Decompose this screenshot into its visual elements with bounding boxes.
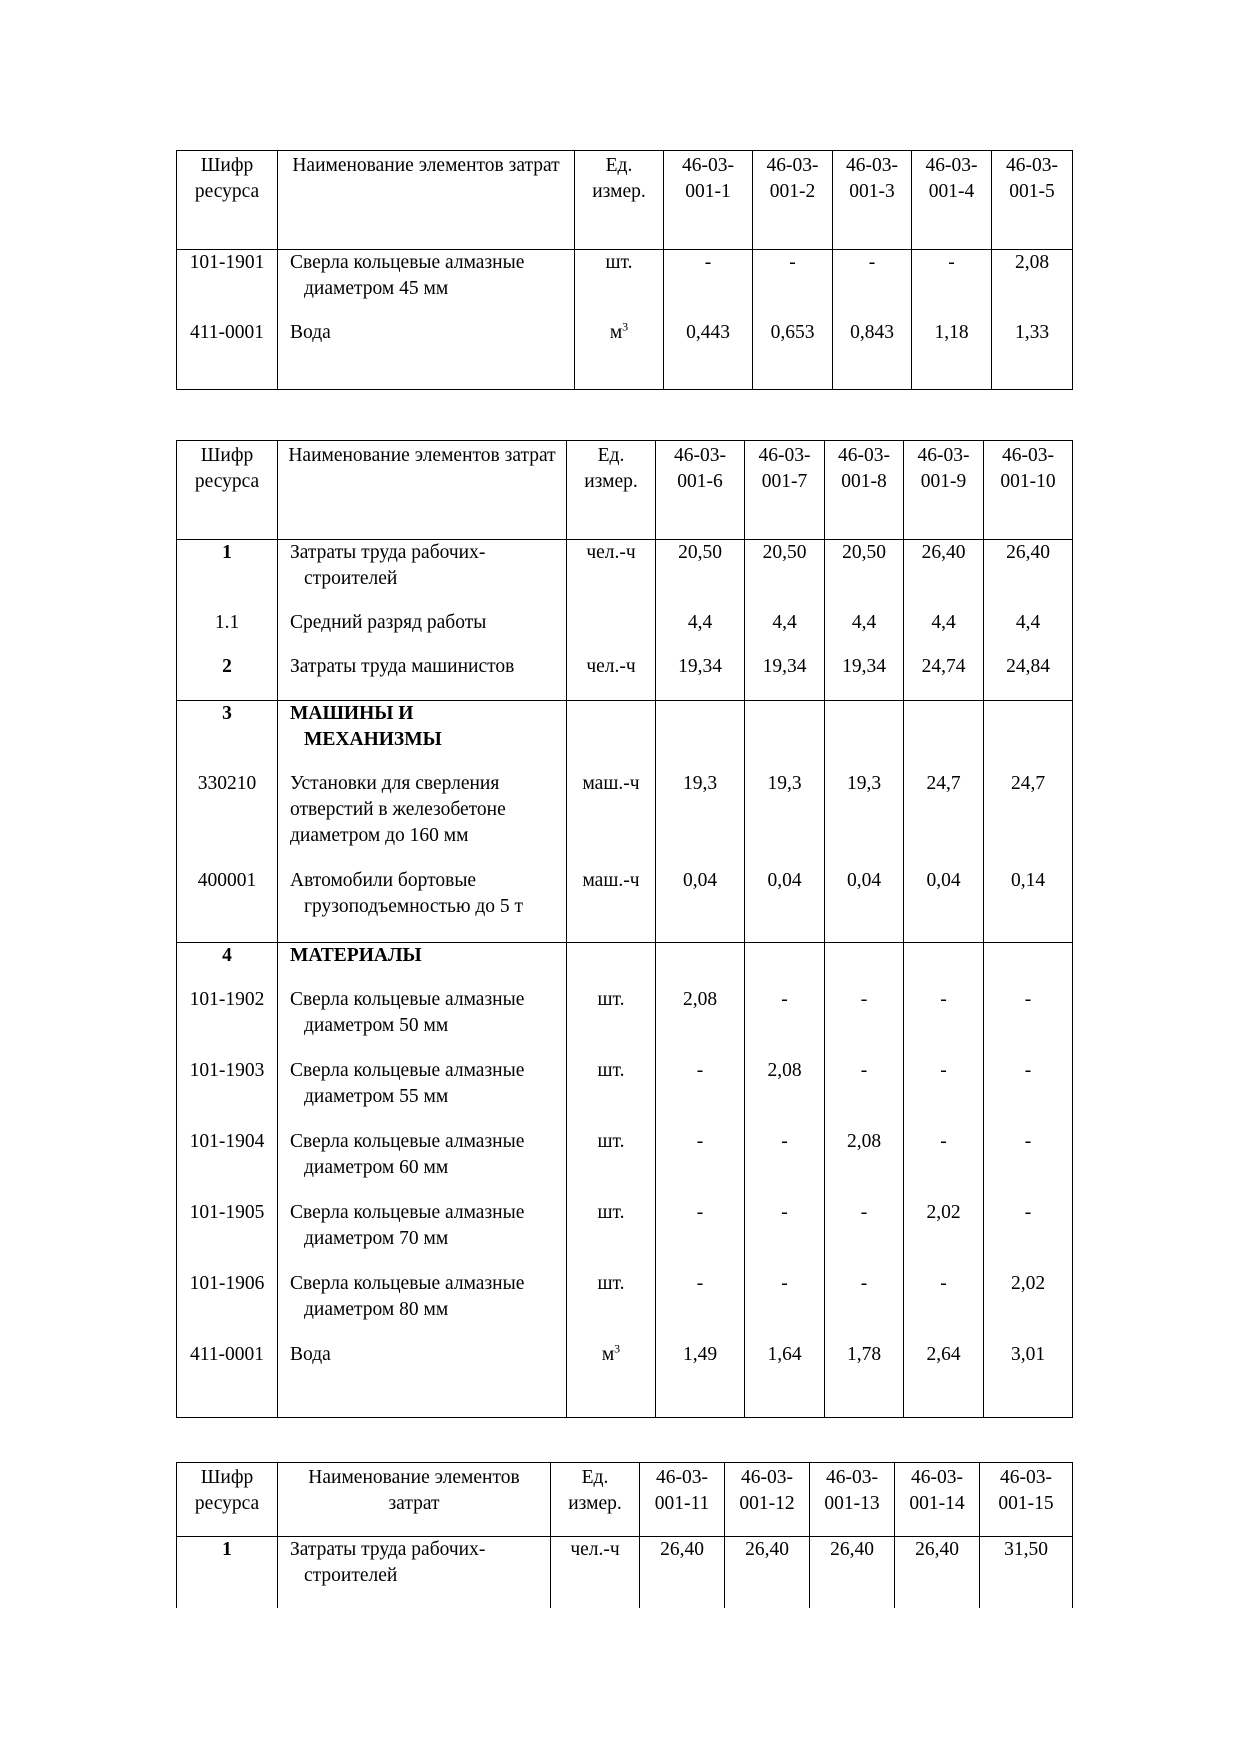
- resource-name-line: диаметром 45 мм: [304, 278, 449, 299]
- resource-name-line: Установки для сверления: [290, 772, 500, 794]
- value-cell: 20,50: [745, 540, 825, 610]
- resource-unit: [567, 1342, 656, 1418]
- resource-code: 411-0001: [177, 1342, 278, 1418]
- value-cell: 2,02: [904, 1200, 984, 1271]
- resource-name-line: Затраты труда рабочих-: [290, 1539, 486, 1560]
- resource-name-line: строителей: [304, 1565, 398, 1586]
- resource-name-line: Автомобили бортовые: [290, 869, 477, 891]
- value-cell: -: [904, 987, 984, 1058]
- value-cell: [745, 943, 825, 987]
- table-row: [177, 320, 1073, 390]
- value-cell: [984, 701, 1073, 771]
- value-cell: -: [745, 1200, 825, 1271]
- resource-table-2: [176, 440, 1073, 1418]
- value-cell: -: [984, 1129, 1073, 1200]
- table-row: [177, 701, 1073, 771]
- value-cell: 24,7: [904, 771, 984, 868]
- value-cell: 19,34: [825, 654, 904, 701]
- resource-name-line: Сверла кольцевые алмазные: [290, 1201, 525, 1223]
- unit-text: м: [601, 1343, 615, 1365]
- value-cell: 31,50: [980, 1537, 1073, 1608]
- value-cell: 4,4: [825, 610, 904, 654]
- value-cell: 26,40: [810, 1537, 895, 1608]
- resource-name-line: Вода: [290, 321, 331, 343]
- value-cell: 0,443: [664, 320, 753, 390]
- resource-code: 1: [177, 1537, 278, 1608]
- header-col: 46-03-001-14: [895, 1463, 980, 1537]
- value-cell: [656, 943, 745, 987]
- value-cell: -: [656, 1271, 745, 1342]
- value-cell: 26,40: [640, 1537, 725, 1608]
- resource-code: 330210: [177, 771, 278, 868]
- unit-superscript: 3: [622, 319, 629, 333]
- table-row: [177, 1129, 1073, 1200]
- value-cell: -: [753, 250, 833, 320]
- value-cell: 0,04: [745, 868, 825, 943]
- resource-name-line: МАТЕРИАЛЫ: [290, 945, 422, 966]
- resource-name-line: диаметром до 160 мм: [290, 824, 469, 846]
- resource-name: [278, 1537, 551, 1608]
- resource-unit: чел.-ч: [567, 654, 656, 701]
- value-cell: -: [745, 987, 825, 1058]
- resource-code: 400001: [177, 868, 278, 943]
- value-cell: 26,40: [984, 540, 1073, 610]
- value-cell: -: [745, 1129, 825, 1200]
- resource-name-line: МАШИНЫ И: [290, 703, 414, 724]
- header-col: 46-03-001-15: [980, 1463, 1073, 1537]
- value-cell: 2,08: [992, 250, 1073, 320]
- header-unit: Ед. измер.: [567, 441, 656, 540]
- value-cell: -: [656, 1058, 745, 1129]
- value-cell: 2,64: [904, 1342, 984, 1418]
- value-cell: 2,08: [745, 1058, 825, 1129]
- value-cell: -: [904, 1271, 984, 1342]
- table-row: [177, 1342, 1073, 1418]
- header-col: 46-03-001-12: [725, 1463, 810, 1537]
- resource-name: [278, 1271, 567, 1342]
- value-cell: 0,04: [825, 868, 904, 943]
- resource-name: [278, 250, 575, 320]
- resource-name-line: диаметром 50 мм: [304, 1014, 449, 1036]
- value-cell: 19,3: [656, 771, 745, 868]
- value-cell: 19,34: [656, 654, 745, 701]
- resource-unit: [567, 943, 656, 987]
- resource-code: 4: [177, 943, 278, 987]
- resource-unit: чел.-ч: [551, 1537, 640, 1608]
- section-heading: [278, 701, 567, 771]
- resource-code: 101-1901: [177, 250, 278, 320]
- resource-name-line: строителей: [304, 568, 398, 589]
- value-cell: -: [664, 250, 753, 320]
- value-cell: 4,4: [904, 610, 984, 654]
- value-cell: -: [825, 1200, 904, 1271]
- resource-name-line: МЕХАНИЗМЫ: [304, 729, 442, 750]
- resource-name-line: диаметром 80 мм: [304, 1298, 449, 1320]
- resource-code: 101-1903: [177, 1058, 278, 1129]
- value-cell: -: [984, 987, 1073, 1058]
- table-row: [177, 540, 1073, 610]
- value-cell: 4,4: [656, 610, 745, 654]
- resource-name: [278, 868, 567, 943]
- resource-name-line: Сверла кольцевые алмазные: [290, 1059, 525, 1081]
- value-cell: -: [833, 250, 912, 320]
- header-col: 46-03-001-8: [825, 441, 904, 540]
- value-cell: -: [904, 1129, 984, 1200]
- table-row: [177, 1537, 1073, 1608]
- table-row: [177, 1058, 1073, 1129]
- resource-unit: шт.: [567, 1200, 656, 1271]
- resource-name-line: Средний разряд работы: [290, 611, 487, 633]
- value-cell: -: [984, 1058, 1073, 1129]
- resource-name: [278, 540, 567, 610]
- value-cell: 0,843: [833, 320, 912, 390]
- value-cell: [825, 943, 904, 987]
- value-cell: 0,653: [753, 320, 833, 390]
- value-cell: 0,04: [904, 868, 984, 943]
- value-cell: 2,02: [984, 1271, 1073, 1342]
- value-cell: -: [904, 1058, 984, 1129]
- resource-name: [278, 654, 567, 701]
- value-cell: 26,40: [895, 1537, 980, 1608]
- value-cell: -: [825, 987, 904, 1058]
- value-cell: [825, 701, 904, 771]
- unit-text: м: [609, 321, 623, 343]
- value-cell: 24,7: [984, 771, 1073, 868]
- value-cell: 1,64: [745, 1342, 825, 1418]
- resource-code: 3: [177, 701, 278, 771]
- resource-unit: шт.: [567, 1058, 656, 1129]
- resource-unit: шт.: [567, 1129, 656, 1200]
- value-cell: 3,01: [984, 1342, 1073, 1418]
- value-cell: 1,78: [825, 1342, 904, 1418]
- resource-name: [278, 1129, 567, 1200]
- table-row: [177, 868, 1073, 943]
- table-row: [177, 943, 1073, 987]
- value-cell: [656, 701, 745, 771]
- value-cell: 0,04: [656, 868, 745, 943]
- resource-name-line: Сверла кольцевые алмазные: [290, 1130, 525, 1152]
- resource-code: 2: [177, 654, 278, 701]
- header-col: 46-03-001-4: [912, 151, 992, 250]
- unit-superscript: 3: [614, 1341, 621, 1355]
- resource-unit: маш.-ч: [567, 771, 656, 868]
- resource-name-line: отверстий в железобетоне: [290, 798, 506, 820]
- table-row: [177, 771, 1073, 868]
- resource-code: 101-1905: [177, 1200, 278, 1271]
- value-cell: 1,49: [656, 1342, 745, 1418]
- table-header-row: [177, 151, 1073, 250]
- header-name: Наименование элементов затрат: [278, 1463, 551, 1537]
- resource-name: [278, 987, 567, 1058]
- table-row: [177, 1200, 1073, 1271]
- value-cell: 2,08: [825, 1129, 904, 1200]
- value-cell: 24,74: [904, 654, 984, 701]
- value-cell: 24,84: [984, 654, 1073, 701]
- resource-code: 101-1902: [177, 987, 278, 1058]
- resource-code: 1.1: [177, 610, 278, 654]
- resource-name: [278, 1058, 567, 1129]
- header-col: 46-03-001-3: [833, 151, 912, 250]
- resource-table-3: [176, 1462, 1073, 1608]
- table-row: [177, 1271, 1073, 1342]
- resource-code: 101-1904: [177, 1129, 278, 1200]
- header-unit: Ед. измер.: [575, 151, 664, 250]
- resource-name: [278, 1342, 567, 1418]
- value-cell: [984, 943, 1073, 987]
- value-cell: -: [912, 250, 992, 320]
- header-col: 46-03-001-2: [753, 151, 833, 250]
- resource-name: [278, 771, 567, 868]
- value-cell: 4,4: [745, 610, 825, 654]
- value-cell: -: [825, 1058, 904, 1129]
- table-row: [177, 250, 1073, 320]
- resource-code: 101-1906: [177, 1271, 278, 1342]
- header-code: Шифр ресурса: [177, 151, 278, 250]
- value-cell: 4,4: [984, 610, 1073, 654]
- header-col: 46-03-001-1: [664, 151, 753, 250]
- header-col: 46-03-001-6: [656, 441, 745, 540]
- value-cell: [745, 701, 825, 771]
- header-name: Наименование элементов затрат: [278, 151, 575, 250]
- table-row: [177, 654, 1073, 701]
- header-col: 46-03-001-11: [640, 1463, 725, 1537]
- resource-name-line: Вода: [290, 1343, 331, 1365]
- resource-table-1: [176, 150, 1073, 390]
- value-cell: -: [745, 1271, 825, 1342]
- header-col: 46-03-001-10: [984, 441, 1073, 540]
- resource-unit: маш.-ч: [567, 868, 656, 943]
- resource-name-line: грузоподъемностью до 5 т: [304, 895, 524, 917]
- resource-unit: [567, 610, 656, 654]
- resource-unit: шт.: [567, 1271, 656, 1342]
- resource-name-line: Затраты труда машинистов: [290, 655, 515, 677]
- resource-name-line: Сверла кольцевые алмазные: [290, 1272, 525, 1294]
- resource-name-line: Сверла кольцевые алмазные: [290, 988, 525, 1010]
- resource-name: [278, 320, 575, 390]
- header-code: Шифр ресурса: [177, 1463, 278, 1537]
- header-col: 46-03-001-5: [992, 151, 1073, 250]
- table-header-row: [177, 1463, 1073, 1537]
- header-col: 46-03-001-9: [904, 441, 984, 540]
- value-cell: [904, 943, 984, 987]
- resource-code: 411-0001: [177, 320, 278, 390]
- resource-name-line: Затраты труда рабочих-: [290, 542, 486, 563]
- table-header-row: [177, 441, 1073, 540]
- resource-name-line: Сверла кольцевые алмазные: [290, 252, 525, 273]
- header-col: 46-03-001-7: [745, 441, 825, 540]
- value-cell: 2,08: [656, 987, 745, 1058]
- resource-name-line: диаметром 60 мм: [304, 1156, 449, 1178]
- resource-name-line: диаметром 70 мм: [304, 1227, 449, 1249]
- resource-name: [278, 1200, 567, 1271]
- value-cell: 20,50: [656, 540, 745, 610]
- value-cell: [904, 701, 984, 771]
- header-name: Наименование элементов затрат: [278, 441, 567, 540]
- value-cell: 19,3: [745, 771, 825, 868]
- value-cell: -: [825, 1271, 904, 1342]
- header-unit: Ед. измер.: [551, 1463, 640, 1537]
- resource-unit: [567, 701, 656, 771]
- value-cell: -: [656, 1129, 745, 1200]
- value-cell: 26,40: [725, 1537, 810, 1608]
- section-heading: [278, 943, 567, 987]
- value-cell: -: [984, 1200, 1073, 1271]
- resource-code: 1: [177, 540, 278, 610]
- table-row: [177, 610, 1073, 654]
- header-col: 46-03-001-13: [810, 1463, 895, 1537]
- value-cell: 0,14: [984, 868, 1073, 943]
- value-cell: 19,3: [825, 771, 904, 868]
- table-row: [177, 987, 1073, 1058]
- resource-name-line: диаметром 55 мм: [304, 1085, 449, 1107]
- value-cell: 26,40: [904, 540, 984, 610]
- resource-unit: [575, 320, 664, 390]
- resource-name: [278, 610, 567, 654]
- value-cell: 1,33: [992, 320, 1073, 390]
- value-cell: 19,34: [745, 654, 825, 701]
- value-cell: 20,50: [825, 540, 904, 610]
- value-cell: -: [656, 1200, 745, 1271]
- header-code: Шифр ресурса: [177, 441, 278, 540]
- resource-unit: шт.: [575, 250, 664, 320]
- value-cell: 1,18: [912, 320, 992, 390]
- resource-unit: шт.: [567, 987, 656, 1058]
- resource-unit: чел.-ч: [567, 540, 656, 610]
